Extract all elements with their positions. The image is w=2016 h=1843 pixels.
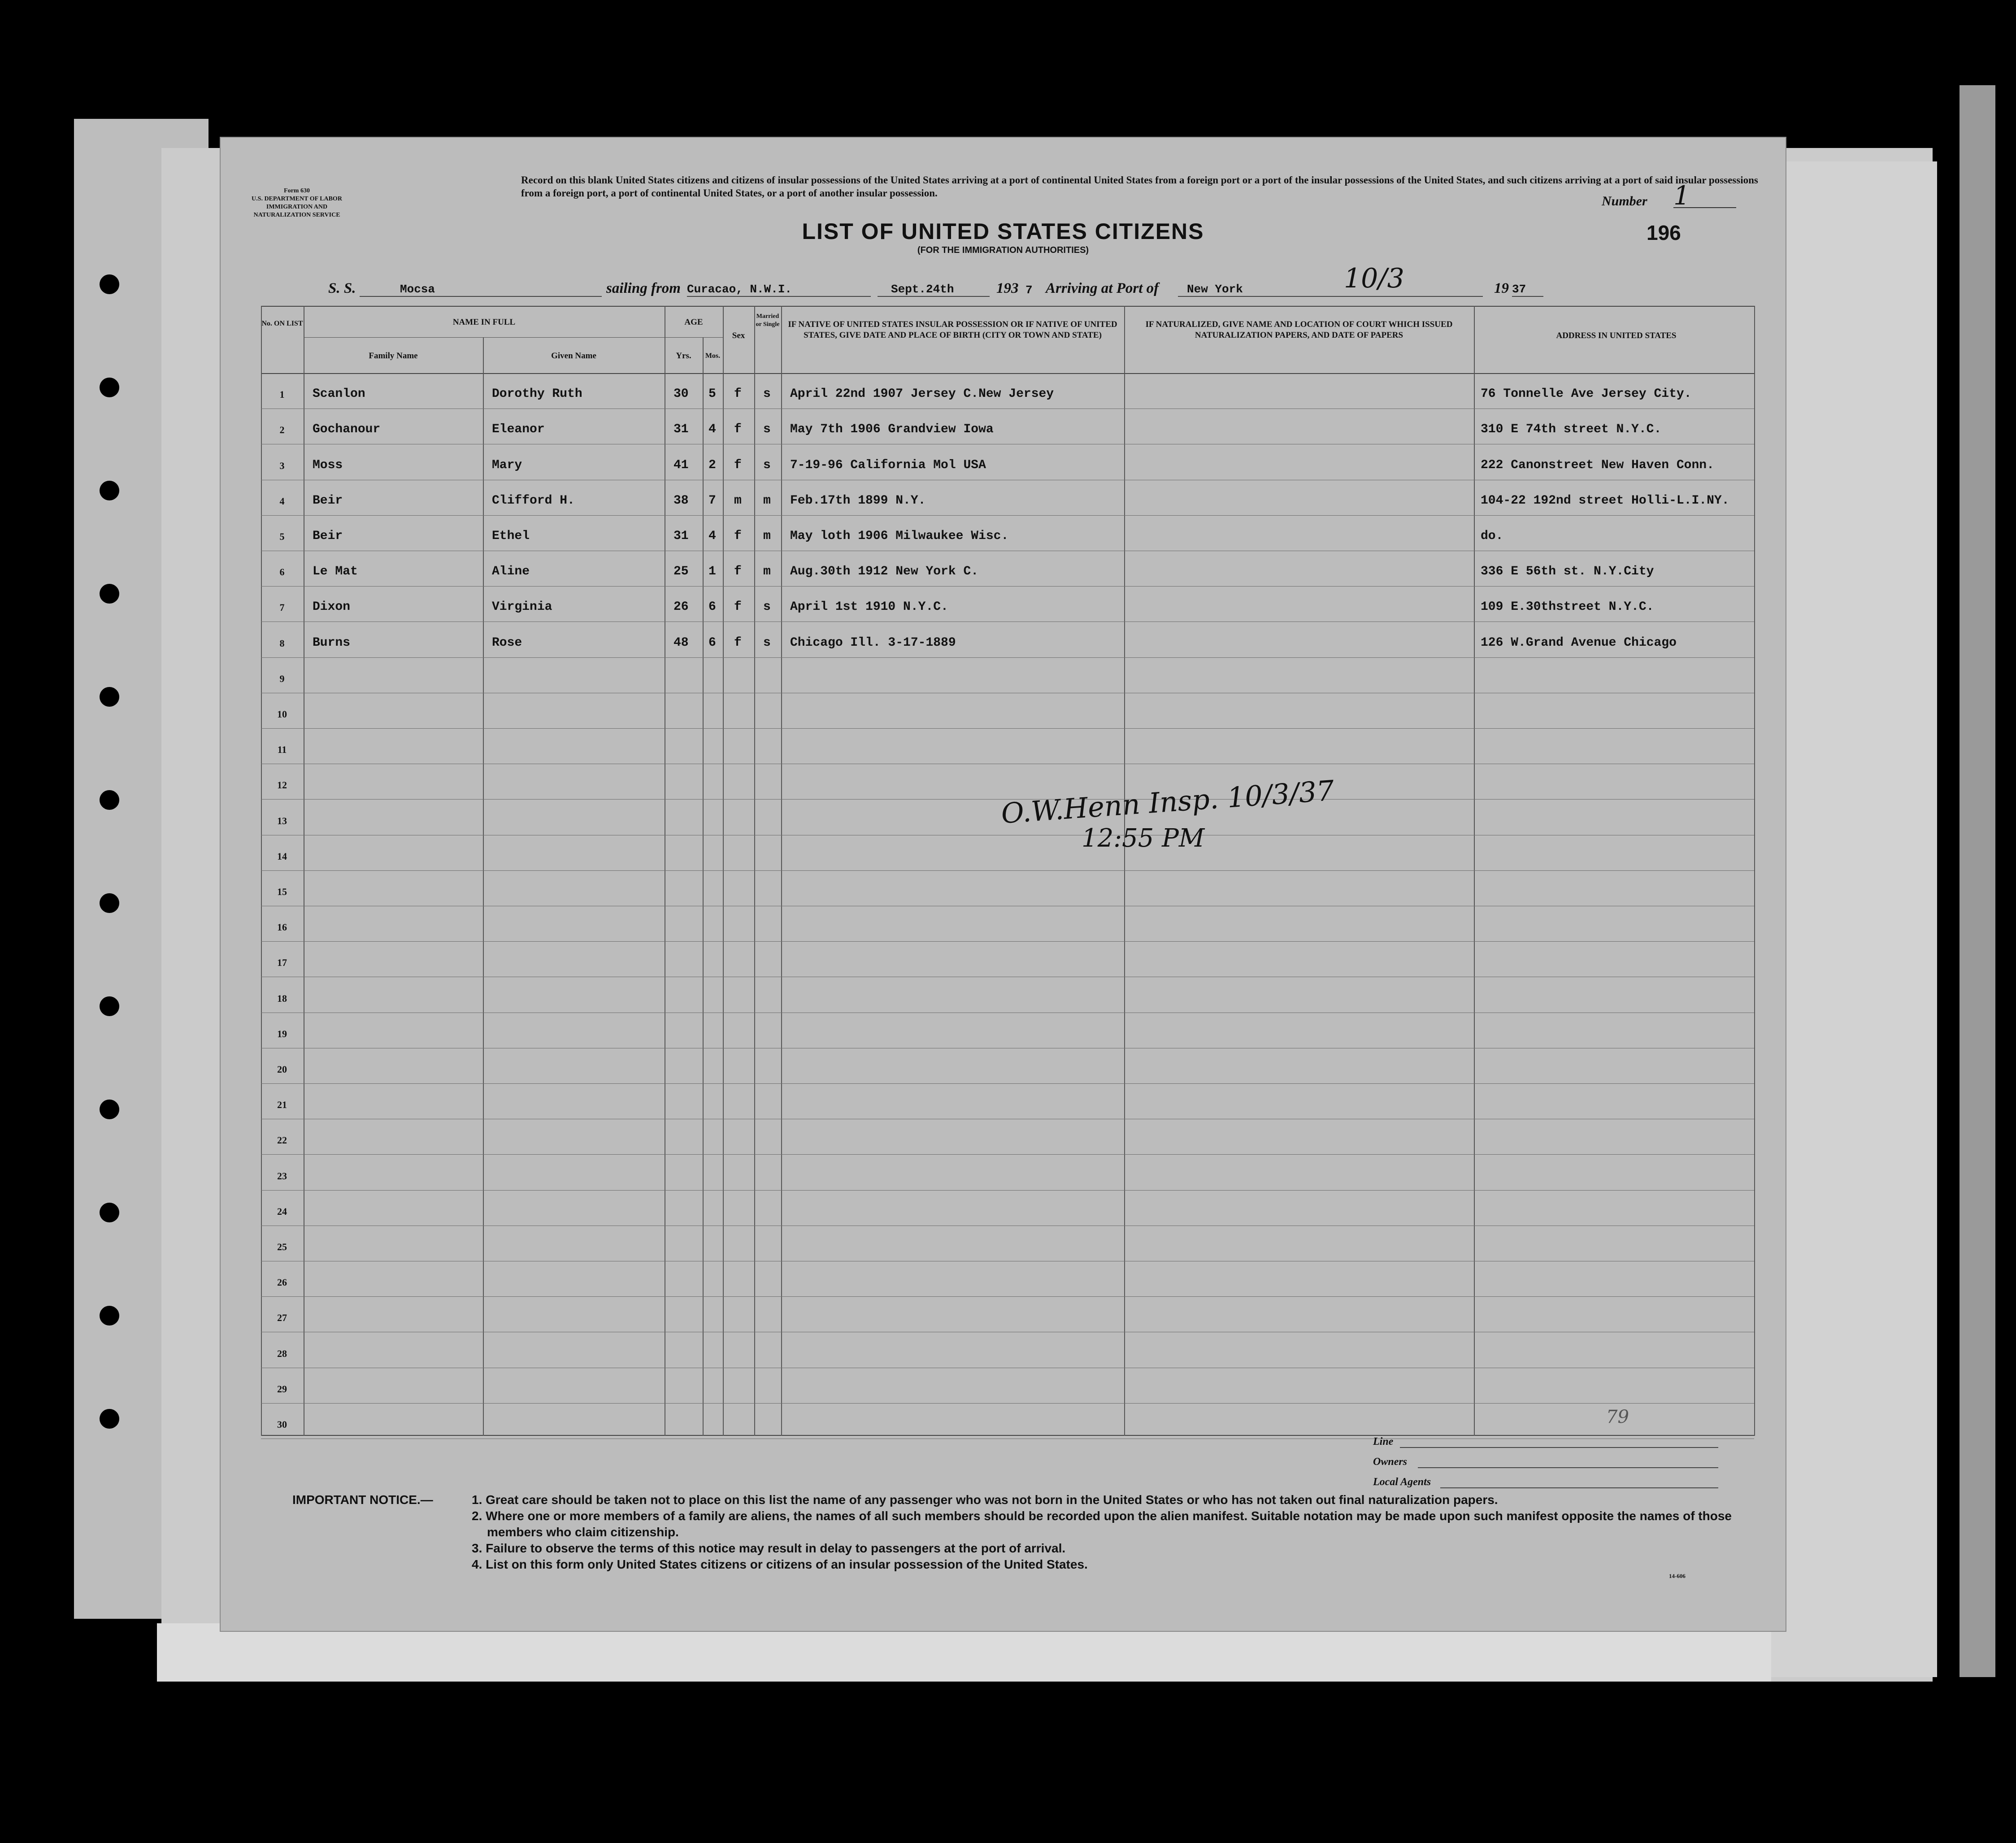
form-identifier: Form 630 U.S. DEPARTMENT OF LABOR IMMIGRATION AND NATURALIZATION SERVICE — [252, 187, 342, 218]
row-number: 28 — [277, 1347, 287, 1359]
age-years-cell: 38 — [673, 493, 689, 508]
age-months-cell: 4 — [708, 422, 716, 437]
ss-label: S. S. — [328, 280, 356, 296]
binding-hole — [100, 1100, 119, 1119]
row-number: 29 — [277, 1383, 287, 1395]
marital-status-cell: m — [763, 565, 771, 579]
row-number: 25 — [277, 1241, 287, 1252]
marital-status-cell: m — [763, 493, 771, 508]
header-family-name: Family Name — [369, 351, 418, 361]
binding-hole — [100, 274, 119, 294]
row-number: 27 — [277, 1312, 287, 1324]
header-age: AGE — [684, 317, 703, 327]
given-name-cell: Mary — [492, 458, 522, 472]
address-cell: 310 E 74th street N.Y.C. — [1481, 422, 1662, 437]
row-number: 10 — [277, 709, 287, 720]
age-years-cell: 26 — [673, 600, 689, 614]
form-title: LIST OF UNITED STATES CITIZENS — [802, 219, 1204, 244]
right-page-edge — [1960, 85, 1995, 1677]
number-label: Number — [1602, 194, 1647, 209]
arrival-date: 10/3 — [1344, 263, 1404, 294]
age-months-cell: 6 — [708, 600, 716, 614]
notice-item: 1. Great care should be taken not to place on this list the name of any passenger who was not born in the United States or who has not taken out final naturalization papers. — [472, 1493, 1498, 1507]
marital-status-cell: s — [763, 387, 771, 401]
age-years-cell: 25 — [673, 565, 689, 579]
given-name-cell: Aline — [492, 565, 530, 579]
notice-item: 2. Where one or more members of a family are aliens, the names of all such members should be recorded upon the alien manifest. Suitable notation may be made upon such manifest opposite the names of those members who claim citizenship. — [472, 1509, 1732, 1539]
page-number: 196 — [1647, 221, 1681, 244]
departure-year-prefix: 193 — [996, 280, 1019, 296]
binding-hole — [100, 893, 119, 913]
address-cell: 126 W.Grand Avenue Chicago — [1481, 635, 1677, 650]
sailing-from-label: sailing from — [606, 280, 681, 296]
given-name-cell: Ethel — [492, 529, 530, 543]
arrival-port: New York — [1178, 283, 1483, 297]
given-name-cell: Dorothy Ruth — [492, 387, 582, 401]
sex-cell: m — [734, 493, 742, 508]
age-months-cell: 7 — [708, 493, 716, 508]
sex-cell: f — [734, 600, 742, 614]
row-number: 18 — [277, 992, 287, 1004]
inspector-signature: O.W.Henn Insp. 10/3/37 — [1000, 774, 1335, 830]
family-name-cell: Dixon — [313, 600, 351, 614]
age-months-cell: 4 — [708, 529, 716, 543]
manifest-sheet — [220, 137, 1786, 1632]
given-name-cell: Clifford H. — [492, 493, 575, 508]
row-number: 7 — [279, 602, 285, 613]
family-name-cell: Gochanour — [313, 422, 381, 437]
row-number: 2 — [279, 424, 285, 436]
row-number: 19 — [277, 1028, 287, 1039]
given-name-cell: Virginia — [492, 600, 552, 614]
age-months-cell: 5 — [708, 387, 716, 401]
agents-local-label: Local Agents — [1373, 1476, 1431, 1488]
birth-info-cell: Aug.30th 1912 New York C. — [790, 565, 979, 579]
header-naturalized: IF NATURALIZED, GIVE NAME AND LOCATION OF COURT WHICH ISSUED NATURALIZATION PAPERS, AND DATE OF PAPERS — [1145, 320, 1453, 340]
address-cell: do. — [1481, 529, 1503, 543]
binding-hole — [100, 790, 119, 810]
family-name-cell: Burns — [313, 635, 351, 650]
form-code: 14-606 — [1669, 1573, 1686, 1579]
birth-info-cell: May loth 1906 Milwaukee Wisc. — [790, 529, 1009, 543]
marital-status-cell: m — [763, 529, 771, 543]
birth-info-cell: Feb.17th 1899 N.Y. — [790, 493, 926, 508]
ship-name: Mocsa — [360, 283, 602, 297]
row-number: 26 — [277, 1277, 287, 1288]
header-name-in-full: NAME IN FULL — [452, 317, 516, 327]
row-number: 9 — [279, 673, 285, 684]
row-number: 30 — [277, 1419, 287, 1430]
voyage-line — [328, 265, 1790, 297]
age-months-cell: 2 — [708, 458, 716, 472]
binding-hole — [100, 996, 119, 1016]
number-value: 1 — [1673, 180, 1736, 208]
sex-cell: f — [734, 458, 742, 472]
row-number: 16 — [277, 922, 287, 933]
row-number: 6 — [279, 566, 285, 578]
marital-status-cell: s — [763, 422, 771, 437]
row-number: 11 — [277, 744, 287, 756]
row-number: 24 — [277, 1205, 287, 1217]
header-mos: Mos. — [705, 352, 721, 360]
age-months-cell: 6 — [708, 635, 716, 650]
arrival-year-suffix: 37 — [1512, 283, 1543, 297]
birth-info-cell: April 22nd 1907 Jersey C.New Jersey — [790, 387, 1054, 401]
row-number: 20 — [277, 1064, 287, 1075]
marital-status-cell: s — [763, 600, 771, 614]
family-name-cell: Beir — [313, 493, 343, 508]
row-number: 1 — [279, 389, 285, 400]
age-years-cell: 30 — [673, 387, 689, 401]
birth-info-cell: Chicago Ill. 3-17-1889 — [790, 635, 956, 650]
row-number: 14 — [277, 850, 287, 862]
binding-hole — [100, 687, 119, 707]
given-name-cell: Eleanor — [492, 422, 545, 437]
bottom-paper-edge — [157, 1623, 1771, 1682]
age-months-cell: 1 — [708, 565, 716, 579]
birth-info-cell: April 1st 1910 N.Y.C. — [790, 600, 948, 614]
address-cell: 109 E.30thstreet N.Y.C. — [1481, 600, 1654, 614]
record-notice: Record on this blank United States citizens and citizens of insular possessions of the United States arriving at a port of continental United States from a foreign port or a port of the insular possessions of the United States, and such citizens arriving at a port of said insular possessions from a foreign port, a port of continental United States, or a port of another insular possession. — [521, 174, 1758, 199]
header-yrs: Yrs. — [676, 351, 691, 361]
passenger-table — [261, 306, 1754, 1436]
header-birth: IF NATIVE OF UNITED STATES INSULAR POSSESSION OR IF NATIVE OF UNITED STATES, GIVE DATE AND PLACE OF BIRTH (CITY OR TOWN AND STATE) — [788, 320, 1117, 340]
sex-cell: f — [734, 565, 742, 579]
binding-hole — [100, 1203, 119, 1222]
address-cell: 76 Tonnelle Ave Jersey City. — [1481, 387, 1692, 401]
header-no-on-list: No. ON LIST — [261, 320, 303, 327]
binding-hole — [100, 584, 119, 604]
binding-hole — [100, 1306, 119, 1326]
departure-date: Sept.24th — [878, 283, 990, 297]
agents-owners-label: Owners — [1373, 1456, 1408, 1468]
sex-cell: f — [734, 387, 742, 401]
header-married-or-single: Married or Single — [756, 313, 780, 328]
agents-line-label: Line — [1373, 1436, 1394, 1447]
inspection-time: 12:55 PM — [1082, 824, 1205, 853]
notice-item: 3. Failure to observe the terms of this notice may result in delay to passengers at the port of arrival. — [472, 1541, 1066, 1555]
address-cell: 222 Canonstreet New Haven Conn. — [1481, 458, 1714, 472]
age-years-cell: 31 — [673, 422, 689, 437]
age-years-cell: 31 — [673, 529, 689, 543]
important-notice-items — [472, 1492, 1741, 1573]
address-cell: 104-22 192nd street Holli-L.I.NY. — [1481, 493, 1729, 508]
row-number: 3 — [279, 460, 285, 471]
header-address: ADDRESS IN UNITED STATES — [1556, 331, 1677, 340]
row-number: 23 — [277, 1170, 287, 1182]
binding-hole — [100, 1409, 119, 1429]
sex-cell: f — [734, 529, 742, 543]
row-number: 22 — [277, 1134, 287, 1146]
row-number: 15 — [277, 886, 287, 897]
binding-hole — [100, 481, 119, 500]
age-years-cell: 48 — [673, 635, 689, 650]
row-number: 17 — [277, 957, 287, 969]
stamp-number: 79 — [1606, 1407, 1629, 1427]
family-name-cell: Scanlon — [313, 387, 365, 401]
notice-item: 4. List on this form only United States citizens or citizens of an insular possession of the United States. — [472, 1557, 1088, 1571]
sex-cell: f — [734, 635, 742, 650]
row-number: 8 — [279, 637, 285, 649]
row-number: 21 — [277, 1099, 287, 1111]
from-port: Curacao, N.W.I. — [687, 283, 871, 297]
important-notice-label: IMPORTANT NOTICE.— — [292, 1493, 433, 1507]
family-name-cell: Moss — [313, 458, 343, 472]
birth-info-cell: May 7th 1906 Grandview Iowa — [790, 422, 994, 437]
arriving-label: Arriving at Port of — [1046, 280, 1159, 296]
age-years-cell: 41 — [673, 458, 689, 472]
header-sex: Sex — [732, 331, 745, 340]
row-number: 12 — [277, 779, 287, 791]
row-number: 4 — [279, 495, 285, 507]
form-subtitle: (FOR THE IMMIGRATION AUTHORITIES) — [917, 245, 1089, 255]
marital-status-cell: s — [763, 458, 771, 472]
row-number: 5 — [279, 531, 285, 542]
family-name-cell: Le Mat — [313, 565, 358, 579]
birth-info-cell: 7-19-96 California Mol USA — [790, 458, 986, 472]
marital-status-cell: s — [763, 635, 771, 650]
given-name-cell: Rose — [492, 635, 522, 650]
binding-hole — [100, 378, 119, 397]
header-given-name: Given Name — [551, 351, 596, 361]
sex-cell: f — [734, 422, 742, 437]
departure-year-suffix: 7 — [1025, 283, 1033, 297]
family-name-cell: Beir — [313, 529, 343, 543]
row-number: 13 — [277, 815, 287, 826]
address-cell: 336 E 56th st. N.Y.City — [1481, 565, 1654, 579]
arrival-year-prefix: 19 — [1494, 280, 1509, 296]
